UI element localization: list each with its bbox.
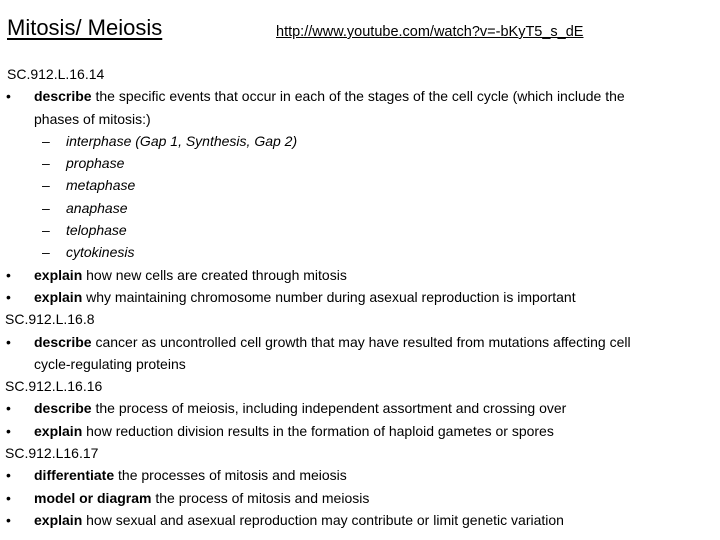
standards-list <box>0 63 716 531</box>
list-item <box>0 509 716 531</box>
item-verb: explain <box>34 422 83 439</box>
dash-icon: – <box>42 132 50 149</box>
dash-icon: – <box>42 244 50 261</box>
item-verb: differentiate <box>34 467 115 484</box>
bullet-icon: • <box>6 266 11 283</box>
item-verb: explain <box>34 511 83 528</box>
bullet-icon: • <box>6 467 11 484</box>
item-text: the processes of mitosis and meiosis <box>114 467 347 484</box>
list-item <box>0 331 716 353</box>
sub-item-text: anaphase <box>66 199 128 216</box>
item-text: the process of meiosis, including independent assortment and crossing over <box>91 400 567 417</box>
list-item <box>0 464 716 486</box>
page-title: Mitosis/ Meiosis <box>7 15 163 40</box>
item-text: how reduction division results in the formation of haploid gametes or spores <box>82 422 554 439</box>
standard-code: SC.912.L.16.14 <box>7 66 105 82</box>
list-item <box>0 487 716 509</box>
sub-item-text: metaphase <box>66 177 136 194</box>
sub-item-text: telophase <box>66 222 127 239</box>
item-text: the process of mitosis and meiosis <box>151 489 370 506</box>
sub-item-text: interphase (Gap 1, Synthesis, Gap 2) <box>66 132 298 149</box>
sub-item <box>0 241 716 263</box>
sub-item <box>0 130 716 152</box>
dash-icon: – <box>42 177 50 194</box>
bullet-icon: • <box>6 422 11 439</box>
bullet-icon: • <box>6 333 11 350</box>
item-text: why maintaining chromosome number during asexual reproduction is important <box>82 288 576 305</box>
item-text: how new cells are created through mitosis <box>82 266 347 283</box>
list-item <box>0 264 716 286</box>
item-verb: explain <box>34 266 83 283</box>
dash-icon: – <box>42 199 50 216</box>
sub-item <box>0 197 716 219</box>
bullet-icon: • <box>6 400 11 417</box>
bullet-icon: • <box>6 88 11 105</box>
item-text: the specific events that occur in each of the stages of the cell cycle (which include the <box>91 88 625 105</box>
item-text-continued: cycle-regulating proteins <box>34 355 186 372</box>
item-verb: explain <box>34 288 83 305</box>
item-verb: describe <box>34 400 92 417</box>
sub-item-text: cytokinesis <box>66 244 135 261</box>
dash-icon: – <box>42 222 50 239</box>
bullet-icon: • <box>6 489 11 506</box>
item-verb: describe <box>34 333 92 350</box>
bullet-icon: • <box>6 511 11 528</box>
list-item <box>0 286 716 308</box>
sub-item <box>0 152 716 174</box>
bullet-icon: • <box>6 288 11 305</box>
list-item <box>0 420 716 442</box>
sub-item <box>0 219 716 241</box>
sub-item-text: prophase <box>66 155 125 172</box>
item-text: how sexual and asexual reproduction may contribute or limit genetic variation <box>82 511 564 528</box>
standard-code: SC.912.L.16.16 <box>5 378 103 395</box>
youtube-link[interactable]: http://www.youtube.com/watch?v=-bKyT5_s_dE <box>276 24 584 40</box>
item-text: cancer as uncontrolled cell growth that may have resulted from mutations affecting cell <box>91 333 631 350</box>
dash-icon: – <box>42 155 50 172</box>
sub-item <box>0 174 716 196</box>
list-item <box>0 85 716 107</box>
standard-code: SC.912.L16.17 <box>5 445 99 462</box>
item-text-continued: phases of mitosis:) <box>34 110 151 127</box>
list-item <box>0 397 716 419</box>
item-verb: model or diagram <box>34 489 152 506</box>
item-verb: describe <box>34 88 92 105</box>
standard-code: SC.912.L.16.8 <box>5 311 95 328</box>
